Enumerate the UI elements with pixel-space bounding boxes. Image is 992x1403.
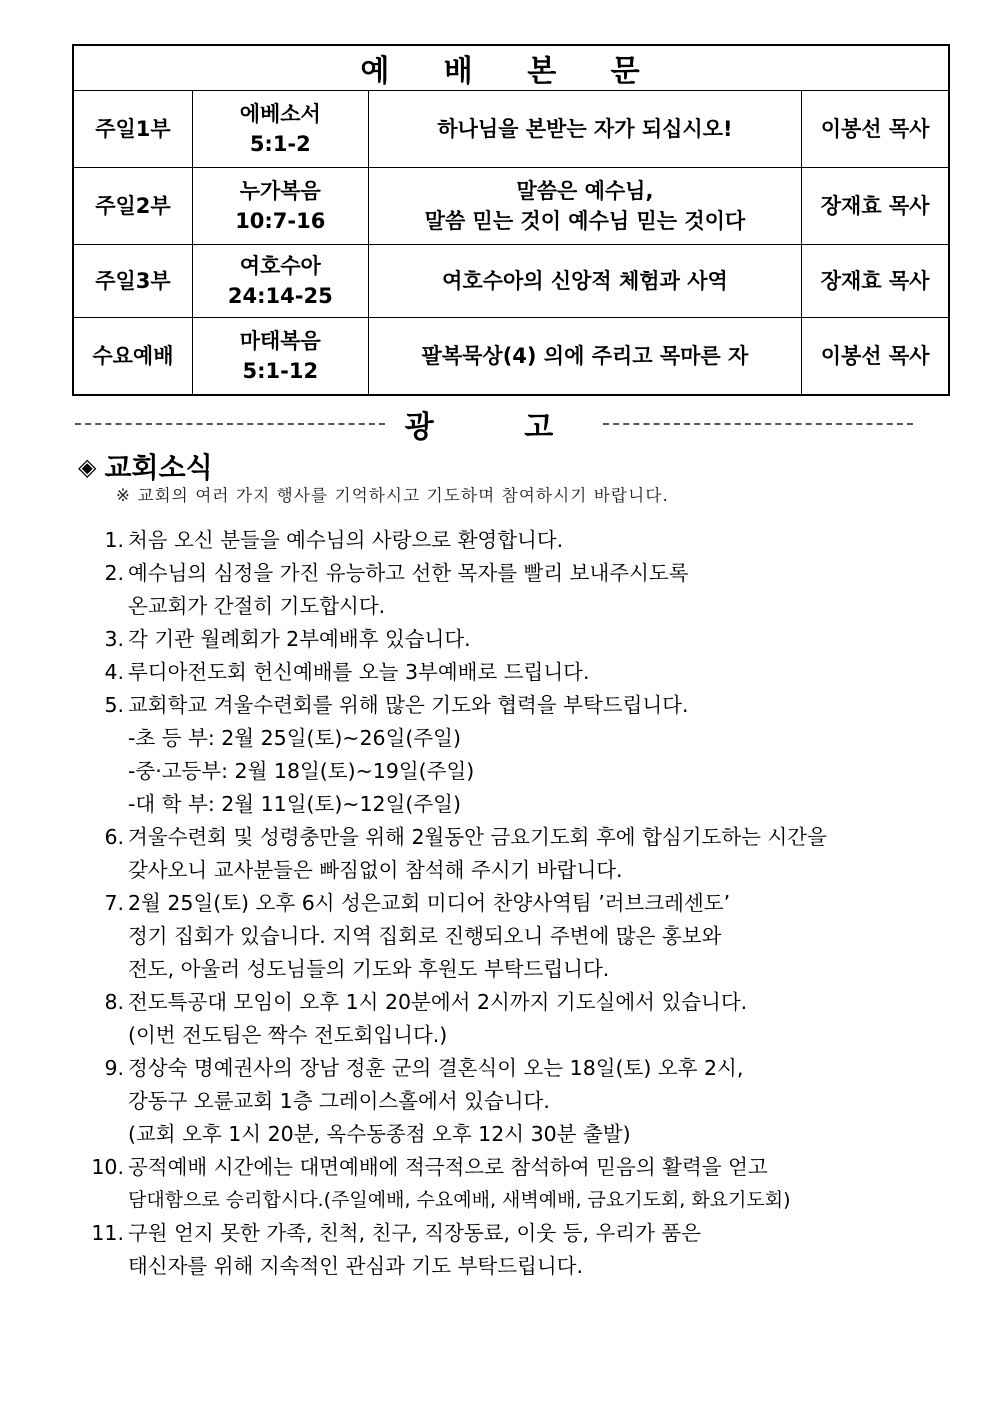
sermon-title: 팔복묵상(4) 의에 주리고 목마른 자 xyxy=(368,318,801,396)
schedule-title: 예 배 본 문 xyxy=(73,45,949,91)
scripture-ref: 에베소서 5:1-2 xyxy=(192,91,368,168)
preacher: 이봉선 목사 xyxy=(802,91,949,168)
sermon-title: 하나님을 본받는 자가 되십시오! xyxy=(368,91,801,168)
service-name: 주일3부 xyxy=(73,245,192,318)
service-name: 주일1부 xyxy=(73,91,192,168)
preacher: 장재효 목사 xyxy=(802,245,949,318)
diamond-icon: ◈ xyxy=(78,451,97,481)
divider xyxy=(75,423,385,425)
sermon-title: 여호수아의 신앙적 체험과 사역 xyxy=(368,245,801,318)
announcement-title: 광 고 xyxy=(404,410,594,445)
divider xyxy=(603,423,913,425)
scripture-ref: 마태복음 5:1-12 xyxy=(192,318,368,396)
list-item: 3. 각 기관 월례회가 2부예배후 있습니다. xyxy=(104,627,471,651)
table-row xyxy=(73,245,949,318)
table-row xyxy=(73,318,949,396)
list-item: 11. 구원 얻지 못한 가족, 친척, 친구, 직장동료, 이웃 등, 우리가 품은 태신자를 위해 지속적인 관심과 기도 부탁드립니다. xyxy=(91,1221,702,1278)
list-item: 2. 예수님의 심정을 가진 유능하고 선한 목자를 빨리 보내주시도록 온교회가 간절히 기도합시다. xyxy=(104,561,689,618)
announcement-header xyxy=(75,404,913,444)
preacher: 장재효 목사 xyxy=(802,168,949,245)
list-item: 1. 처음 오신 분들을 예수님의 사랑으로 환영합니다. xyxy=(104,528,564,552)
section-note: ※ 교회의 여러 가지 행사를 기억하시고 기도하며 참여하시기 바랍니다. xyxy=(116,486,669,505)
announcement-list xyxy=(70,524,950,1283)
table-row xyxy=(73,168,949,245)
section-title: 교회소식 xyxy=(104,451,213,484)
list-item: 9. 정상숙 명예권사의 장남 정훈 군의 결혼식이 오는 18일(토) 오후 2시, 강동구 오륜교회 1층 그레이스홀에서 있습니다. (교회 오후 1시 20분, 옥수동종점 오후 12시 30분 출발) xyxy=(104,1056,744,1146)
service-name: 주일2부 xyxy=(73,168,192,245)
service-name: 수요예배 xyxy=(73,318,192,396)
list-item: 10. 공적예배 시간에는 대면예배에 적극적으로 참석하여 믿음의 활력을 얻고 담대함으로 승리합시다.(주일예배, 수요예배, 새벽예배, 금요기도회, 화요기도회) xyxy=(91,1155,791,1211)
scripture-ref: 누가복음 10:7-16 xyxy=(192,168,368,245)
preacher: 이봉선 목사 xyxy=(802,318,949,396)
section-heading xyxy=(78,446,213,486)
list-item: 8. 전도특공대 모임이 오후 1시 20분에서 2시까지 기도실에서 있습니다. (이번 전도팀은 짝수 전도회입니다.) xyxy=(104,990,748,1047)
sermon-schedule-table xyxy=(72,44,950,396)
sermon-title: 말씀은 예수님, 말씀 믿는 것이 예수님 믿는 것이다 xyxy=(368,168,801,245)
scripture-ref: 여호수아 24:14-25 xyxy=(192,245,368,318)
list-item: 6. 겨울수련회 및 성령충만을 위해 2월동안 금요기도회 후에 합심기도하는 시간을 갖사오니 교사분들은 빠짐없이 참석해 주시기 바랍니다. xyxy=(104,825,827,882)
table-row xyxy=(73,91,949,168)
list-item: 5. 교회학교 겨울수련회를 위해 많은 기도와 협력을 부탁드립니다. -초 등 부: 2월 25일(토)~26일(주일) -중·고등부: 2월 18일(토)~19일(주일) -대 학 부: 2월 11일(토)~12일(주일) xyxy=(104,693,689,816)
list-item: 4. 루디아전도회 헌신예배를 오늘 3부예배로 드립니다. xyxy=(104,660,590,684)
list-item: 7. 2월 25일(토) 오후 6시 성은교회 미디어 찬양사역팀 ’러브크레센도’ 정기 집회가 있습니다. 지역 집회로 진행되오니 주변에 많은 홍보와 전도, 아울러 성도님들의 기도와 후원도 부탁드립니다. xyxy=(104,891,731,981)
